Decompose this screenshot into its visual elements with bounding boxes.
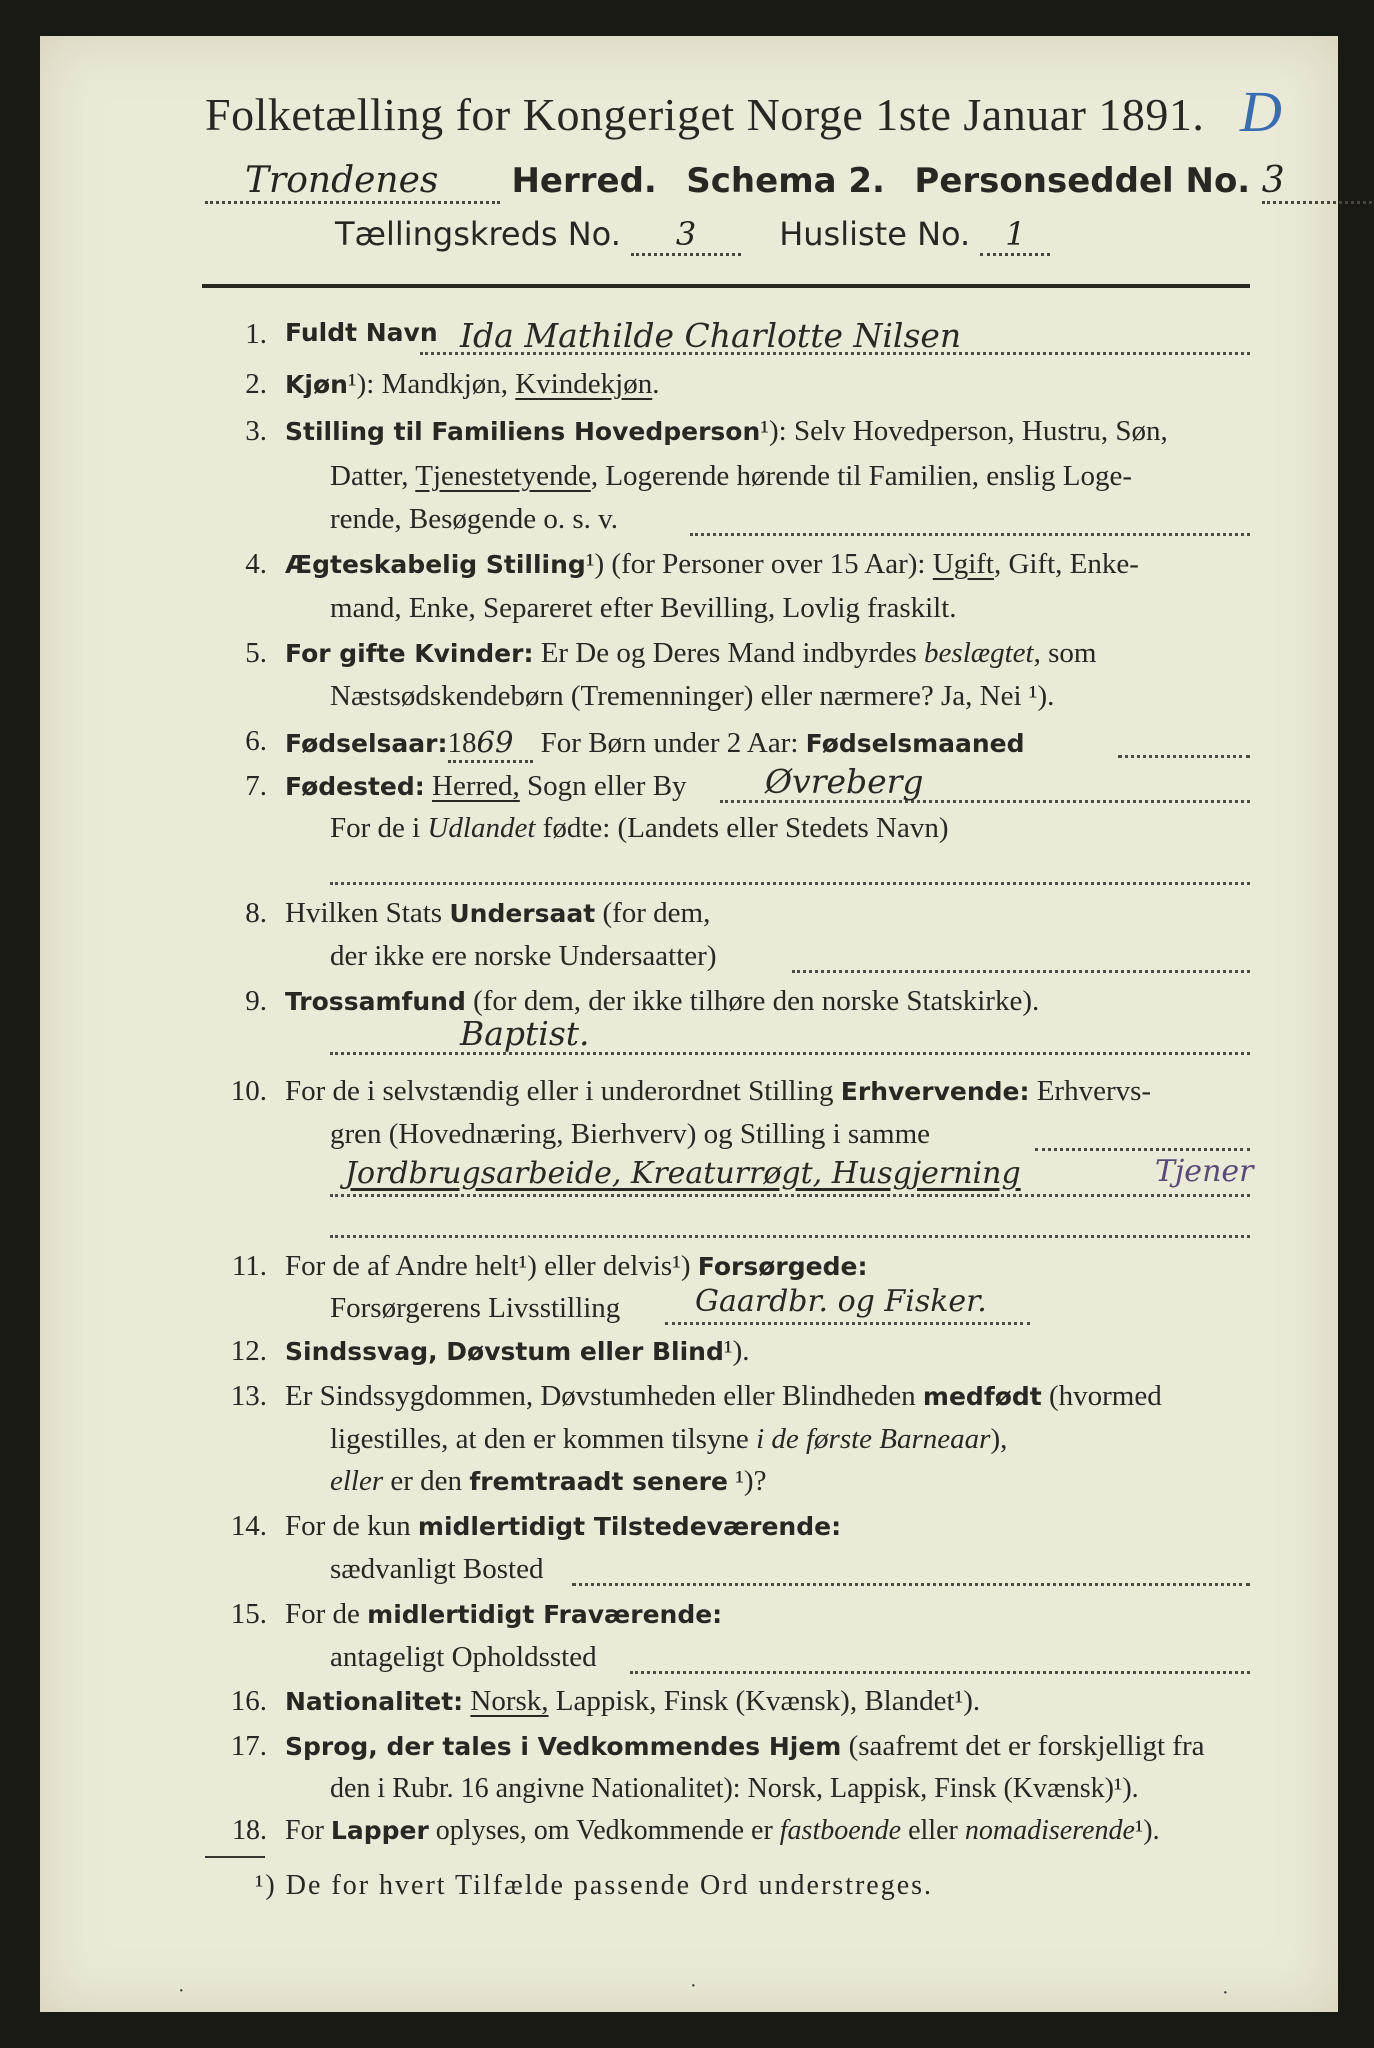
provider-value: Gaardbr. og Fisker.	[695, 1284, 987, 1319]
item-number: 8.	[245, 897, 267, 929]
supported-label: Forsørgede:	[697, 1252, 868, 1281]
full-name-field[interactable]	[420, 316, 1250, 355]
family-position-options: ¹): Selv Hovedperson, Hustru, Søn,	[760, 415, 1168, 447]
option-text: fastboende	[779, 1815, 902, 1846]
option-text: den i Rubr. 16 angivne Nationalitet): Norsk, Lappisk, Finsk (Kvænsk)¹).	[330, 1773, 1139, 1804]
home-language-label: Sprog, der tales i Vedkommendes Hjem	[285, 1732, 842, 1761]
nationality-label: Nationalitet:	[285, 1687, 464, 1716]
item-number: 3.	[245, 415, 267, 447]
family-position-label: Stilling til Familiens Hovedperson	[285, 417, 761, 446]
question-text: For de	[285, 1598, 368, 1630]
temporarily-present-label: midlertidigt Tilstedeværende:	[417, 1512, 842, 1541]
question-text: For de i selvstændig eller i underordnet Stilling	[285, 1075, 841, 1107]
marital-status-selected: Ugift	[932, 548, 994, 580]
question-text: Erhvervs-	[1029, 1075, 1152, 1107]
question-text: (for dem, der ikke tilhøre den norske Statskirke).	[465, 985, 1040, 1017]
item-number: 1.	[245, 318, 267, 350]
question-text: eller	[330, 1465, 384, 1497]
option-text: nomadiserende	[964, 1815, 1135, 1846]
occupation-field-1[interactable]	[1035, 1118, 1250, 1151]
husliste-value: 1	[980, 215, 1050, 256]
question-text: i de første Barneaar	[756, 1423, 991, 1455]
question-text: Forsørgerens Livsstilling	[330, 1292, 621, 1324]
question-text: der ikke ere norske Undersaatter)	[330, 940, 717, 972]
item-11-line-2	[330, 1292, 620, 1325]
question-text: ¹).	[1134, 1815, 1160, 1846]
question-text: ¹).	[723, 1335, 750, 1367]
usual-residence-field[interactable]	[572, 1553, 1250, 1586]
question-text: For de af Andre helt	[285, 1250, 519, 1282]
footnote-rule	[205, 1856, 265, 1858]
sex-options: ¹): Mandkjøn,	[347, 368, 516, 400]
question-text: oplyses, om Vedkommende er	[428, 1815, 780, 1846]
question-text: eller	[901, 1815, 965, 1846]
item-13-line-2	[330, 1423, 1007, 1456]
herred-label: Herred.	[511, 161, 657, 201]
item-number: 11.	[231, 1250, 267, 1282]
foreign-birthplace-field[interactable]	[330, 852, 1250, 885]
item-4-line-2	[330, 592, 957, 625]
question-text: antageligt Opholdssted	[330, 1641, 597, 1673]
occupation-label: Erhvervende:	[840, 1077, 1030, 1106]
question-text: gren (Hovednæring, Bierhverv) og Stilling i samme	[330, 1118, 931, 1150]
item-number: 10.	[230, 1075, 267, 1107]
item-7-line-2	[330, 812, 949, 845]
item-13-line-3	[330, 1465, 766, 1498]
question-text: er den	[383, 1465, 470, 1497]
religion-value: Baptist.	[460, 1014, 590, 1053]
birthplace-selected: Herred,	[432, 770, 520, 802]
item-15-line-2	[330, 1641, 597, 1674]
sex-selected: Kvindekjøn	[515, 368, 653, 400]
presumed-location-field[interactable]	[630, 1641, 1250, 1674]
question-text: Er Sindssygdommen, Døvstumheden eller Blindheden	[285, 1380, 923, 1412]
form-title: Folketælling for Kongeriget Norge 1ste Januar 1891.	[205, 89, 1205, 140]
item-number: 5.	[245, 637, 267, 669]
question-text: For de kun	[285, 1510, 418, 1542]
later-onset-label: fremtraadt senere	[469, 1467, 728, 1496]
birth-year-prefix: 18	[447, 727, 477, 759]
question-text: Udlandet	[427, 812, 536, 844]
question-text: Næstsødskendebørn (Tremenninger) eller nærmere? Ja, Nei ¹).	[330, 680, 1055, 712]
disability-label: Sindssvag, Døvstum eller Blind	[285, 1337, 724, 1366]
item-17-line-2	[330, 1773, 1139, 1805]
religion-label: Trossamfund	[285, 987, 466, 1016]
margin-mark: D	[1240, 79, 1282, 144]
question-text: Er De og Deres Mand indbyrdes	[533, 637, 925, 669]
kreds-value: 3	[631, 215, 741, 256]
question-text: ¹)	[672, 1250, 698, 1282]
option-text: , Gift, Enke-	[993, 548, 1139, 580]
birthplace-value: Øvreberg	[765, 762, 924, 801]
citizenship-field[interactable]	[792, 940, 1250, 973]
item-number: 9.	[245, 985, 267, 1017]
item-10-line-2	[330, 1118, 930, 1151]
question-text: (hvormed	[1041, 1380, 1162, 1412]
item-number: 16.	[230, 1685, 267, 1717]
marital-status-label: Ægteskabelig Stilling	[285, 550, 586, 579]
personseddel-label: Personseddel No.	[914, 161, 1251, 201]
birthplace-field[interactable]	[720, 762, 1250, 803]
birth-year-field[interactable]	[448, 725, 534, 763]
sami-label: Lapper	[330, 1816, 429, 1845]
question-text: For Børn under 2 Aar:	[533, 727, 806, 759]
temporarily-absent-label: midlertidigt Fraværende:	[367, 1600, 723, 1629]
question-text: Sogn eller By	[519, 770, 687, 802]
footnote: ¹) De for hvert Tilfælde passende Ord understreges.	[255, 1870, 934, 1901]
item-number: 4.	[245, 548, 267, 580]
kreds-label: Tællingskreds No.	[335, 215, 621, 253]
question-text: , som	[1033, 637, 1097, 669]
occupation-value: Jordbrugsarbeide, Kreaturrøgt, Husgjerning	[345, 1156, 1021, 1191]
header-line-2	[335, 215, 1050, 256]
birth-year-value: 69	[476, 725, 514, 759]
nationality-selected: Norsk,	[470, 1685, 549, 1717]
option-text: rende, Besøgende o. s. v.	[330, 503, 619, 535]
schema-label: Schema 2.	[686, 161, 885, 201]
family-position-selected: Tjenestetyende	[415, 460, 591, 492]
option-text: ¹) (for Personer over 15 Aar):	[585, 548, 933, 580]
congenital-label: medfødt	[922, 1382, 1042, 1411]
item-5-line-2	[330, 680, 1054, 713]
family-position-field[interactable]	[690, 503, 1250, 536]
item-number: 13.	[230, 1380, 267, 1412]
provider-field[interactable]	[665, 1284, 1030, 1325]
item-number: 12.	[230, 1335, 267, 1367]
header-line-1	[205, 160, 1372, 204]
question-text: For	[285, 1815, 331, 1846]
married-women-label: For gifte Kvinder:	[285, 639, 534, 668]
option-text: , Logerende hørende til Familien, enslig Loge-	[590, 460, 1132, 492]
header-rule	[202, 284, 1250, 288]
full-name-value: Ida Mathilde Charlotte Nilsen	[460, 316, 962, 355]
question-text: ),	[990, 1423, 1008, 1455]
item-number: 14.	[230, 1510, 267, 1542]
question-text: (saafremt det er forskjelligt fra	[841, 1730, 1205, 1762]
item-14-line-2	[330, 1553, 543, 1586]
birthplace-label: Fødested:	[285, 772, 425, 801]
occupation-field-3[interactable]	[330, 1205, 1250, 1238]
full-name-label: Fuldt Navn	[285, 318, 438, 347]
personseddel-value: 3	[1262, 160, 1372, 204]
question-text: sædvanligt Bosted	[330, 1553, 544, 1585]
question-text: For de i	[330, 812, 428, 844]
item-number: 15.	[230, 1598, 267, 1630]
item-number: 7.	[245, 770, 267, 802]
occupation-field-2[interactable]	[330, 1154, 1254, 1197]
item-8-line-2	[330, 940, 716, 973]
birth-month-field[interactable]	[1118, 725, 1250, 758]
item-3-line-3	[330, 503, 618, 536]
question-text: fødte: (Landets eller Stedets Navn)	[535, 812, 949, 844]
religion-field[interactable]	[330, 1014, 1250, 1055]
item-number: 2.	[245, 368, 267, 400]
item-3-line-2	[330, 460, 1132, 493]
item-number: 6.	[245, 725, 267, 757]
option-text: mand, Enke, Separeret efter Bevilling, Lovlig fraskilt.	[330, 592, 957, 624]
speck: ·	[1222, 1982, 1229, 2004]
herred-value: Trondenes	[205, 160, 500, 204]
question-text: (for dem,	[595, 897, 711, 929]
question-text: Hvilken Stats	[285, 897, 450, 929]
option-text: Lappisk, Finsk (Kvænsk), Blandet¹).	[548, 1685, 981, 1717]
husliste-label: Husliste No.	[779, 215, 971, 253]
question-text: ligestilles, at den er kommen tilsyne	[330, 1423, 757, 1455]
citizenship-label: Undersaat	[449, 899, 596, 928]
question-text: ¹)?	[727, 1465, 767, 1497]
question-text: ¹) eller delvis	[518, 1250, 673, 1282]
occupation-extra: Tjener	[1155, 1154, 1254, 1189]
option-text: Datter,	[330, 460, 416, 492]
birth-year-label: Fødselsaar:	[285, 729, 448, 758]
sex-label: Kjøn	[285, 370, 348, 399]
speck: ·	[178, 1980, 185, 2002]
question-text: beslægtet	[924, 637, 1034, 669]
speck: ·	[690, 1975, 697, 1997]
item-number: 17.	[230, 1730, 267, 1762]
birth-month-label: Fødselsmaaned	[805, 729, 1025, 758]
item-number: 18.	[232, 1815, 267, 1846]
